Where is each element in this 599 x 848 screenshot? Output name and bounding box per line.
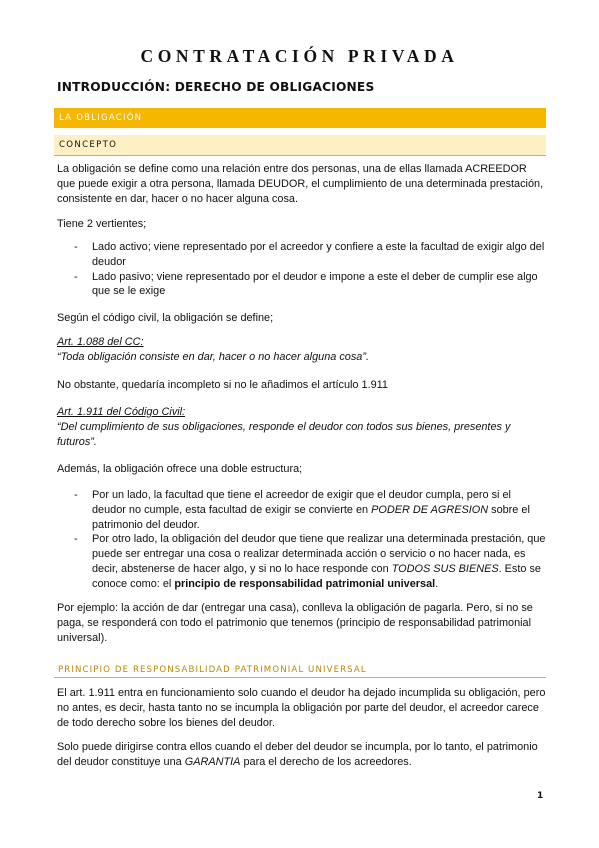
paragraph-codigo-civil: Según el código civil, la obligación se define; [57, 312, 274, 324]
paragraph-doble-estructura: Además, la obligación ofrece una doble estructura; [57, 463, 303, 475]
paragraph-ejemplo: Por ejemplo: la acción de dar (entregar una casa), conlleva la obligación de pagarla. Pero, si no se paga, se responderá con todo el patrimonio que tenemos (principio de responsabilidad patrimonial universal). [57, 602, 533, 644]
article-reference: Art. 1.088 del CC: [57, 336, 144, 348]
estructura-list [74, 488, 547, 592]
list-item: - Lado pasivo; viene representado por el deudor e impone a este el deber de cumplir ese algo que se le exige [74, 270, 538, 298]
vertientes-list [74, 240, 547, 299]
article-quote: “Del cumplimiento de sus obligaciones, responde el deudor con todos sus bienes, presentes y futuros”. [57, 421, 511, 448]
section-heading: PRINCIPIO DE RESPONSABILIDAD PATRIMONIAL UNIVERSAL [58, 665, 367, 675]
subsection-heading-band [54, 135, 546, 156]
paragraph-definition: La obligación se define como una relación entre dos personas, una de ellas llamada ACREEDOR que puede exigir a otra persona, llamada DEUDOR, el cumplimiento de una determinada prestación, consistente en dar, hacer o no hacer alguna cosa. [57, 163, 544, 205]
subsection-heading: CONCEPTO [59, 140, 118, 150]
list-item: - Por un lado, la facultad que tiene el acreedor de exigir que el deudor cumpla, pero si el deudor no cumple, esta facultad de exigir se convierte en PODER DE AGRESION sobre el patrimonio del deudor. [74, 489, 530, 531]
section-heading-line [54, 660, 546, 678]
section-heading: LA OBLIGACIÓN [59, 113, 143, 123]
paragraph-garantia: Solo puede dirigirse contra ellos cuando el deber del deudor se incumpla, por lo tanto, el patrimonio del deudor constituye una GARANTIA para el derecho de los acreedores. [57, 741, 538, 768]
article-reference: Art. 1.911 del Código Civil: [57, 406, 186, 418]
paragraph-art-1911: El art. 1.911 entra en funcionamiento solo cuando el deudor ha dejado incumplida su obligación, pero no antes, es decir, hasta tanto no se incumpla la obligación por parte del deudor, el acreedor carece de todo derecho sobre los bienes del deudor. [57, 687, 546, 729]
paragraph-no-obstante: No obstante, quedaría incompleto si no le añadimos el artículo 1.911 [57, 379, 388, 391]
page-number: 1 [537, 791, 544, 801]
article-quote: “Toda obligación consiste en dar, hacer o no hacer alguna cosa”. [57, 351, 369, 363]
list-item: - Por otro lado, la obligación del deudor que tiene que realizar una determinada prestación, que puede ser entregar una cosa o realizar determinada acción o servicio o no hacer nada, es decir, abstenerse de hacer algo, y si no lo hace responde con TODOS SUS BIENES. Esto se conoce como: el principio de responsabilidad patrimonial universal. [74, 533, 546, 590]
chapter-heading: INTRODUCCIÓN: DERECHO DE OBLIGACIONES [57, 80, 375, 94]
paragraph-vertientes: Tiene 2 vertientes; [57, 218, 147, 230]
document-title: CONTRATACIÓN PRIVADA [140, 46, 459, 66]
list-item: - Lado activo; viene representado por el acreedor y confiere a este la facultad de exigir algo del deudor [74, 241, 545, 268]
section-heading-band [54, 108, 546, 128]
